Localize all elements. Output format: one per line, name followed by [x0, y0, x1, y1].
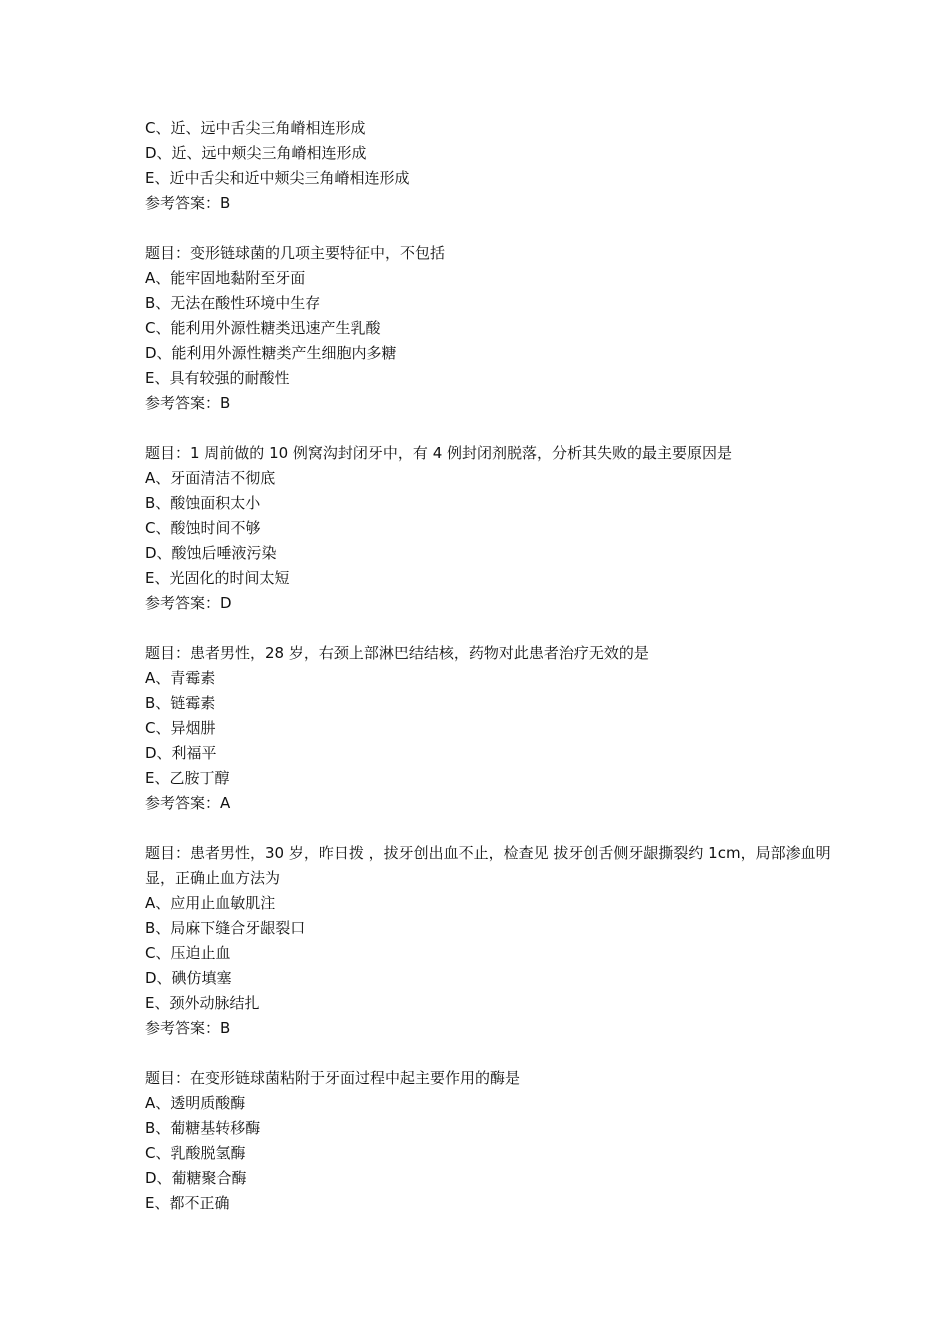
option: B、葡糖基转移酶 — [145, 1119, 261, 1137]
option: B、局麻下缝合牙龈裂口 — [145, 919, 306, 937]
question-title: 题目：患者男性，30 岁，昨日拨 ，拔牙创出血不止，检查见 拔牙创舌侧牙龈撕裂约 1cm，局部渗血明显，正确止血方法为 — [145, 844, 831, 887]
question-title: 题目：患者男性，28 岁，右颈上部淋巴结结核，药物对此患者治疗无效的是 — [145, 644, 649, 662]
option: A、牙面清洁不彻底 — [145, 469, 276, 487]
question-block — [145, 241, 835, 416]
option: D、近、远中颊尖三角嵴相连形成 — [145, 144, 367, 162]
question-block — [145, 641, 835, 816]
option: A、透明质酸酶 — [145, 1094, 246, 1112]
option: C、乳酸脱氢酶 — [145, 1144, 246, 1162]
question-title: 题目：在变形链球菌粘附于牙面过程中起主要作用的酶是 — [145, 1069, 521, 1087]
option: D、利福平 — [145, 744, 217, 762]
option: E、具有较强的耐酸性 — [145, 369, 290, 387]
option: A、能牢固地黏附至牙面 — [145, 269, 306, 287]
question-title: 题目：变形链球菌的几项主要特征中，不包括 — [145, 244, 446, 262]
option: C、近、远中舌尖三角嵴相连形成 — [145, 119, 366, 137]
option: C、酸蚀时间不够 — [145, 519, 261, 537]
option: E、光固化的时间太短 — [145, 569, 290, 587]
option: C、能利用外源性糖类迅速产生乳酸 — [145, 319, 381, 337]
option: D、葡糖聚合酶 — [145, 1169, 247, 1187]
question-block — [145, 1066, 835, 1216]
document-page — [145, 116, 835, 1241]
reference-answer: 参考答案：A — [145, 794, 231, 812]
option: B、链霉素 — [145, 694, 216, 712]
option: D、碘仿填塞 — [145, 969, 232, 987]
option: E、乙胺丁醇 — [145, 769, 230, 787]
question-block — [145, 841, 835, 1041]
option: D、酸蚀后唾液污染 — [145, 544, 277, 562]
question-block — [145, 441, 835, 616]
question-title: 题目：1 周前做的 10 例窝沟封闭牙中，有 4 例封闭剂脱落，分析其失败的最主要原因是 — [145, 444, 733, 462]
option: A、应用止血敏肌注 — [145, 894, 276, 912]
option: A、青霉素 — [145, 669, 216, 687]
reference-answer: 参考答案：B — [145, 394, 231, 412]
option: E、近中舌尖和近中颊尖三角嵴相连形成 — [145, 169, 410, 187]
reference-answer: 参考答案：D — [145, 594, 232, 612]
reference-answer: 参考答案：B — [145, 194, 231, 212]
question-fragment — [145, 116, 835, 216]
option: D、能利用外源性糖类产生细胞内多糖 — [145, 344, 397, 362]
option: B、无法在酸性环境中生存 — [145, 294, 321, 312]
option: E、颈外动脉结扎 — [145, 994, 260, 1012]
reference-answer: 参考答案：B — [145, 1019, 231, 1037]
option: B、酸蚀面积太小 — [145, 494, 261, 512]
option: C、异烟肼 — [145, 719, 216, 737]
option: C、压迫止血 — [145, 944, 231, 962]
option: E、都不正确 — [145, 1194, 230, 1212]
